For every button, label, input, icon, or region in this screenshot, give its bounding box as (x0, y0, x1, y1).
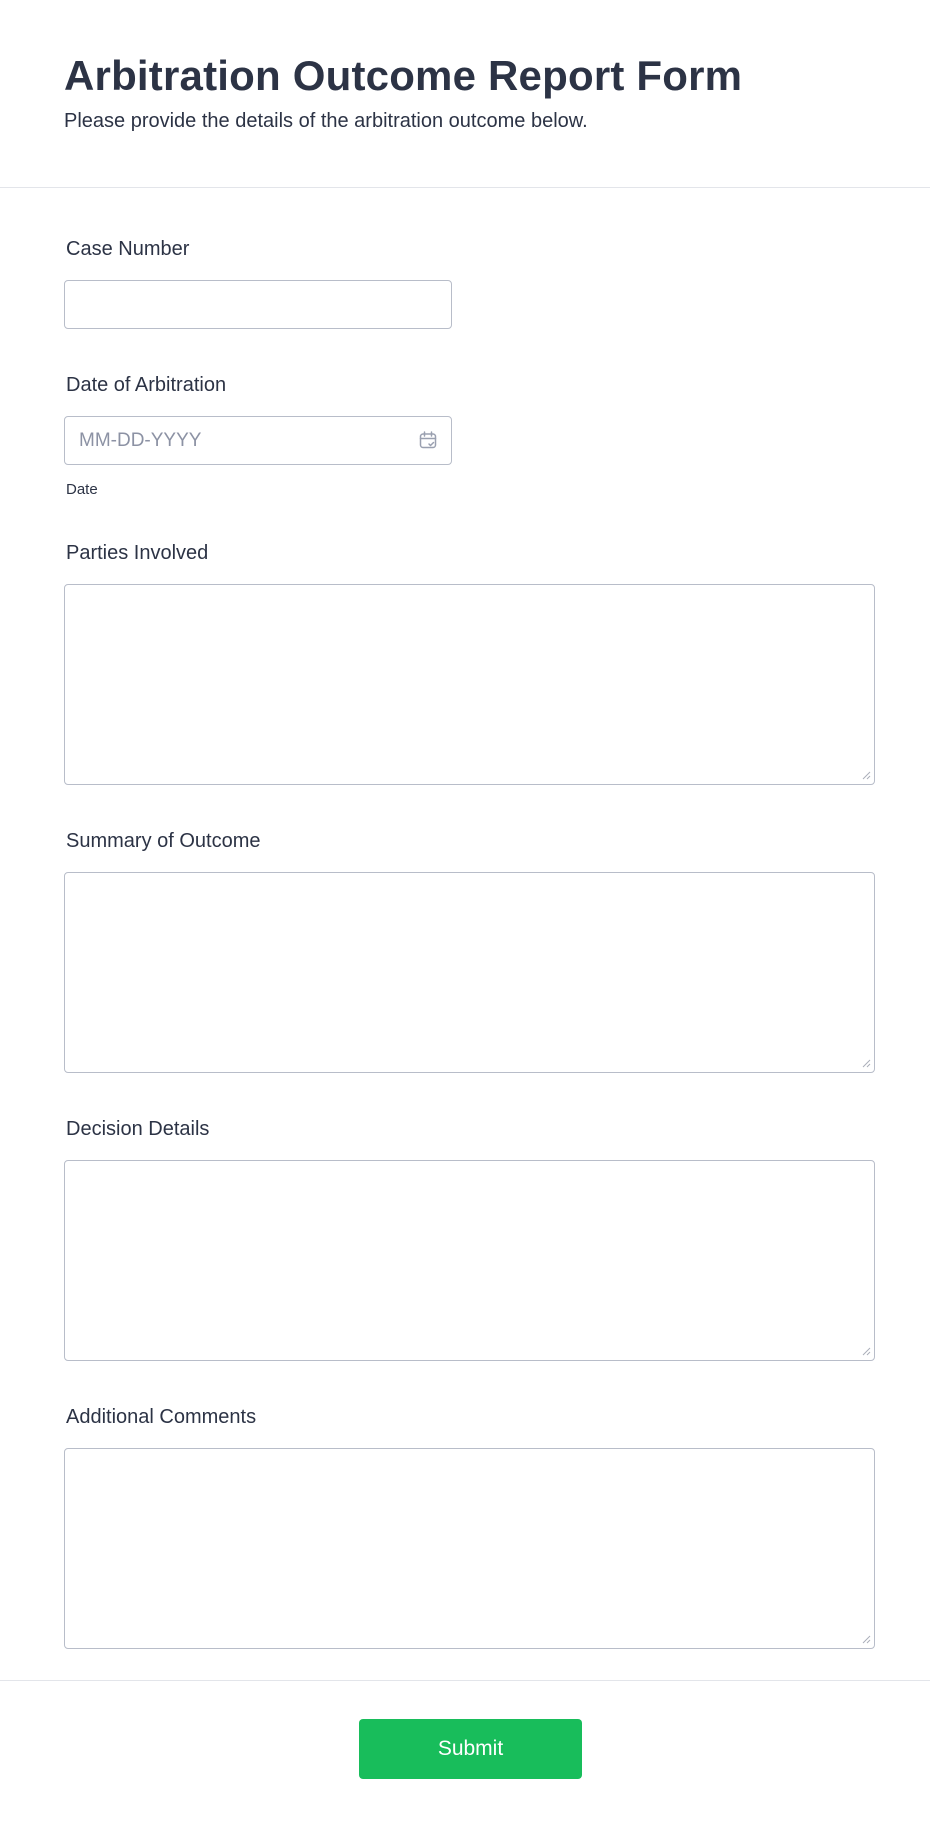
resize-handle-icon[interactable] (861, 1346, 871, 1356)
calendar-icon[interactable] (418, 430, 438, 450)
additional-comments-label: Additional Comments (66, 1406, 257, 1428)
summary-of-outcome-label: Summary of Outcome (66, 830, 261, 852)
date-of-arbitration-label: Date of Arbitration (66, 374, 227, 396)
decision-details-textarea[interactable] (64, 1160, 875, 1361)
case-number-input[interactable] (64, 280, 452, 329)
case-number-label: Case Number (66, 238, 190, 260)
parties-involved-label: Parties Involved (66, 542, 209, 564)
parties-involved-textarea[interactable] (64, 584, 875, 785)
resize-handle-icon[interactable] (861, 770, 871, 780)
date-sublabel: Date (66, 481, 98, 498)
form-header (0, 0, 930, 188)
submit-button[interactable]: Submit (359, 1719, 582, 1779)
form-title: Arbitration Outcome Report Form (64, 52, 743, 99)
form-subtitle: Please provide the details of the arbitration outcome below. (64, 110, 588, 132)
resize-handle-icon[interactable] (861, 1634, 871, 1644)
date-input[interactable] (64, 416, 452, 465)
additional-comments-textarea[interactable] (64, 1448, 875, 1649)
form-footer (0, 1680, 930, 1828)
decision-details-label: Decision Details (66, 1118, 210, 1140)
summary-of-outcome-textarea[interactable] (64, 872, 875, 1073)
resize-handle-icon[interactable] (861, 1058, 871, 1068)
